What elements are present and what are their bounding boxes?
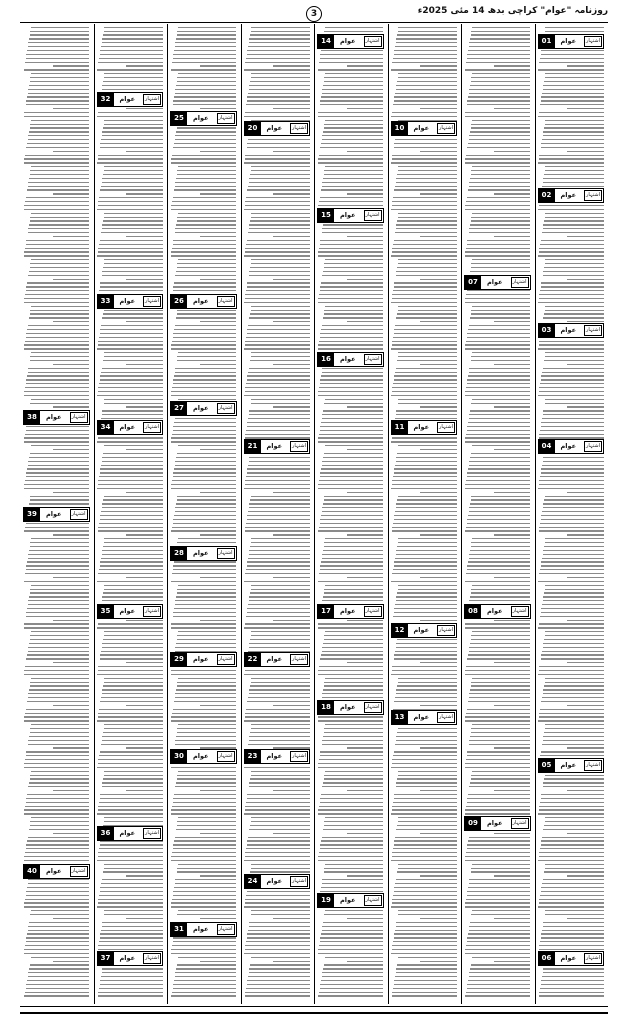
notice-mark: اشتہار xyxy=(584,190,602,201)
notice-label: عوام xyxy=(193,751,209,760)
notice-header xyxy=(244,874,311,889)
notice-label: عوام xyxy=(560,442,577,451)
notice-mark: اشتہار xyxy=(70,412,88,423)
notice-label: عوام xyxy=(560,36,577,45)
notice-number: 07 xyxy=(465,276,481,289)
notice-label: عوام xyxy=(340,210,356,219)
notice-label: عوام xyxy=(413,123,430,132)
notice-number: 04 xyxy=(539,440,555,453)
top-rule xyxy=(20,22,608,23)
notice-number: 14 xyxy=(318,35,334,48)
notice-header xyxy=(538,758,605,773)
notice-number: 35 xyxy=(98,605,114,618)
notice-mark: اشتہار xyxy=(143,296,161,307)
column-separator xyxy=(535,24,536,1004)
notice-label: عوام xyxy=(560,761,577,770)
notice-mark: اشتہار xyxy=(364,354,382,365)
notice-header xyxy=(317,208,384,223)
column-separator xyxy=(241,24,242,1004)
bottom-rule xyxy=(20,1006,608,1007)
notice-header xyxy=(97,951,164,966)
notice-header xyxy=(538,439,605,454)
notice-mark: اشتہار xyxy=(217,654,235,665)
notice-label: عوام xyxy=(266,877,283,886)
notice-mark: اشتہار xyxy=(290,654,308,665)
notice-label: عوام xyxy=(266,751,283,760)
notice-label: عوام xyxy=(487,278,503,287)
column-8 xyxy=(21,24,92,1004)
notice-label: عوام xyxy=(340,896,356,905)
notice-header xyxy=(317,893,384,908)
notice-label: عوام xyxy=(560,326,577,335)
notice-label: عوام xyxy=(119,606,136,615)
notice-number: 31 xyxy=(171,923,187,936)
notice-number: 02 xyxy=(539,189,555,202)
notice-text xyxy=(170,24,237,999)
notice-header xyxy=(244,439,311,454)
notice-mark: اشتہار xyxy=(437,422,455,433)
notice-header xyxy=(170,401,237,416)
notice-label: عوام xyxy=(119,423,136,432)
notice-mark: اشتہار xyxy=(217,113,235,124)
notice-label: عوام xyxy=(266,654,283,663)
notice-header xyxy=(317,700,384,715)
notice-header xyxy=(170,922,237,937)
column-1 xyxy=(536,24,607,1004)
notice-text xyxy=(97,24,164,999)
notice-text xyxy=(391,24,458,999)
column-separator xyxy=(314,24,315,1004)
notice-mark: اشتہار xyxy=(511,277,529,288)
notice-header xyxy=(464,275,531,290)
notice-number: 05 xyxy=(539,759,555,772)
notice-mark: اشتہار xyxy=(437,123,455,134)
notice-number: 12 xyxy=(392,624,408,637)
notice-label: عوام xyxy=(340,703,356,712)
notice-mark: اشتہار xyxy=(437,625,455,636)
notice-mark: اشتہار xyxy=(584,36,602,47)
notice-mark: اشتہار xyxy=(290,751,308,762)
notice-number: 19 xyxy=(318,894,334,907)
notice-number: 37 xyxy=(98,952,114,965)
notice-header xyxy=(244,121,311,136)
notice-mark: اشتہار xyxy=(290,123,308,134)
notice-number: 39 xyxy=(24,508,40,521)
masthead xyxy=(20,6,608,22)
column-6 xyxy=(168,24,239,1004)
notice-number: 23 xyxy=(245,750,261,763)
notice-number: 40 xyxy=(24,865,40,878)
notice-mark: اشتہار xyxy=(217,548,235,559)
notice-mark: اشتہار xyxy=(143,606,161,617)
notice-label: عوام xyxy=(193,548,209,557)
notice-label: عوام xyxy=(560,191,577,200)
notice-header xyxy=(170,111,237,126)
notice-number: 34 xyxy=(98,421,114,434)
column-separator xyxy=(167,24,168,1004)
notice-header xyxy=(391,623,458,638)
notice-label: عوام xyxy=(119,94,136,103)
column-2 xyxy=(462,24,533,1004)
notice-number: 26 xyxy=(171,295,187,308)
notice-text xyxy=(244,24,311,999)
notice-header xyxy=(170,546,237,561)
notice-text xyxy=(538,24,605,999)
notice-header xyxy=(97,294,164,309)
notice-number: 29 xyxy=(171,653,187,666)
notice-header xyxy=(23,410,90,425)
notice-label: عوام xyxy=(193,654,209,663)
notice-label: عوام xyxy=(266,442,283,451)
notice-label: عوام xyxy=(413,712,430,721)
column-separator xyxy=(461,24,462,1004)
notice-header xyxy=(317,604,384,619)
notice-mark: اشتہار xyxy=(217,924,235,935)
notice-number: 09 xyxy=(465,817,481,830)
notice-header xyxy=(23,507,90,522)
column-separator xyxy=(94,24,95,1004)
notice-mark: اشتہار xyxy=(217,296,235,307)
notice-label: عوام xyxy=(560,954,577,963)
column-3 xyxy=(389,24,460,1004)
notice-label: عوام xyxy=(413,625,430,634)
notice-number: 15 xyxy=(318,209,334,222)
notice-label: عوام xyxy=(340,606,356,615)
notice-mark: اشتہار xyxy=(364,210,382,221)
notice-header xyxy=(170,749,237,764)
notice-mark: اشتہار xyxy=(437,712,455,723)
footer-rule xyxy=(20,1012,608,1014)
notice-header xyxy=(538,34,605,49)
column-7 xyxy=(95,24,166,1004)
notice-header xyxy=(97,420,164,435)
notice-label: عوام xyxy=(413,423,430,432)
notice-header xyxy=(97,604,164,619)
notice-number: 06 xyxy=(539,952,555,965)
notice-header xyxy=(317,352,384,367)
notice-label: عوام xyxy=(119,954,136,963)
column-separator xyxy=(388,24,389,1004)
notice-header xyxy=(391,121,458,136)
notice-header xyxy=(538,951,605,966)
notice-header xyxy=(97,826,164,841)
notice-number: 25 xyxy=(171,112,187,125)
notice-label: عوام xyxy=(119,828,136,837)
notice-mark: اشتہار xyxy=(584,953,602,964)
notice-mark: اشتہار xyxy=(70,866,88,877)
notice-mark: اشتہار xyxy=(70,509,88,520)
notice-number: 36 xyxy=(98,827,114,840)
notice-header xyxy=(464,816,531,831)
notice-header xyxy=(23,864,90,879)
notice-number: 21 xyxy=(245,440,261,453)
notice-mark: اشتہار xyxy=(364,702,382,713)
notice-mark: اشتہار xyxy=(511,818,529,829)
notice-mark: اشتہار xyxy=(584,325,602,336)
notice-mark: اشتہار xyxy=(290,876,308,887)
notice-number: 28 xyxy=(171,547,187,560)
notice-header xyxy=(170,294,237,309)
notice-number: 01 xyxy=(539,35,555,48)
notice-label: عوام xyxy=(193,925,209,934)
notice-number: 16 xyxy=(318,353,334,366)
notice-mark: اشتہار xyxy=(143,94,161,105)
notice-mark: اشتہار xyxy=(364,36,382,47)
notice-header xyxy=(170,652,237,667)
notice-header xyxy=(538,323,605,338)
paper-dateline: روزنامہ "عوام" کراچی بدھ 14 مئی 2025ء xyxy=(417,6,608,16)
notice-label: عوام xyxy=(266,123,283,132)
notice-number: 03 xyxy=(539,324,555,337)
page-number-badge: 3 xyxy=(306,6,322,22)
notice-label: عوام xyxy=(193,403,209,412)
notice-label: عوام xyxy=(487,819,503,828)
notice-label: عوام xyxy=(119,297,136,306)
notice-mark: اشتہار xyxy=(511,606,529,617)
notice-label: عوام xyxy=(193,113,209,122)
notice-text xyxy=(317,24,384,999)
notice-number: 08 xyxy=(465,605,481,618)
notice-mark: اشتہار xyxy=(217,403,235,414)
notice-number: 13 xyxy=(392,711,408,724)
notice-number: 32 xyxy=(98,93,114,106)
notice-label: عوام xyxy=(46,510,62,518)
notice-mark: اشتہار xyxy=(584,441,602,452)
notice-mark: اشتہار xyxy=(290,441,308,452)
notice-number: 20 xyxy=(245,122,261,135)
notice-mark: اشتہار xyxy=(364,895,382,906)
notice-mark: اشتہار xyxy=(143,422,161,433)
notice-header xyxy=(464,604,531,619)
notice-number: 11 xyxy=(392,421,408,434)
notice-number: 33 xyxy=(98,295,114,308)
notice-header xyxy=(317,34,384,49)
notice-label: عوام xyxy=(340,36,356,45)
notice-label: عوام xyxy=(340,355,356,364)
notice-header xyxy=(97,92,164,107)
notice-number: 30 xyxy=(171,750,187,763)
notice-number: 22 xyxy=(245,653,261,666)
notice-label: عوام xyxy=(46,867,62,876)
notice-label: عوام xyxy=(487,606,503,615)
notice-header xyxy=(244,749,311,764)
notice-mark: اشتہار xyxy=(364,606,382,617)
notice-header xyxy=(538,188,605,203)
notice-number: 10 xyxy=(392,122,408,135)
notice-number: 27 xyxy=(171,402,187,415)
notice-mark: اشتہار xyxy=(143,828,161,839)
notice-number: 24 xyxy=(245,875,261,888)
notice-header xyxy=(391,420,458,435)
notice-label: عوام xyxy=(193,297,209,306)
notice-mark: اشتہار xyxy=(143,953,161,964)
column-5 xyxy=(242,24,313,1004)
notice-text xyxy=(464,24,531,999)
notice-number: 38 xyxy=(24,411,40,424)
notice-mark: اشتہار xyxy=(584,760,602,771)
notice-number: 17 xyxy=(318,605,334,618)
notice-header xyxy=(244,652,311,667)
notice-label: عوام xyxy=(46,413,62,422)
notice-mark: اشتہار xyxy=(217,751,235,762)
notice-header xyxy=(391,710,458,725)
column-4 xyxy=(315,24,386,1004)
notice-number: 18 xyxy=(318,701,334,714)
